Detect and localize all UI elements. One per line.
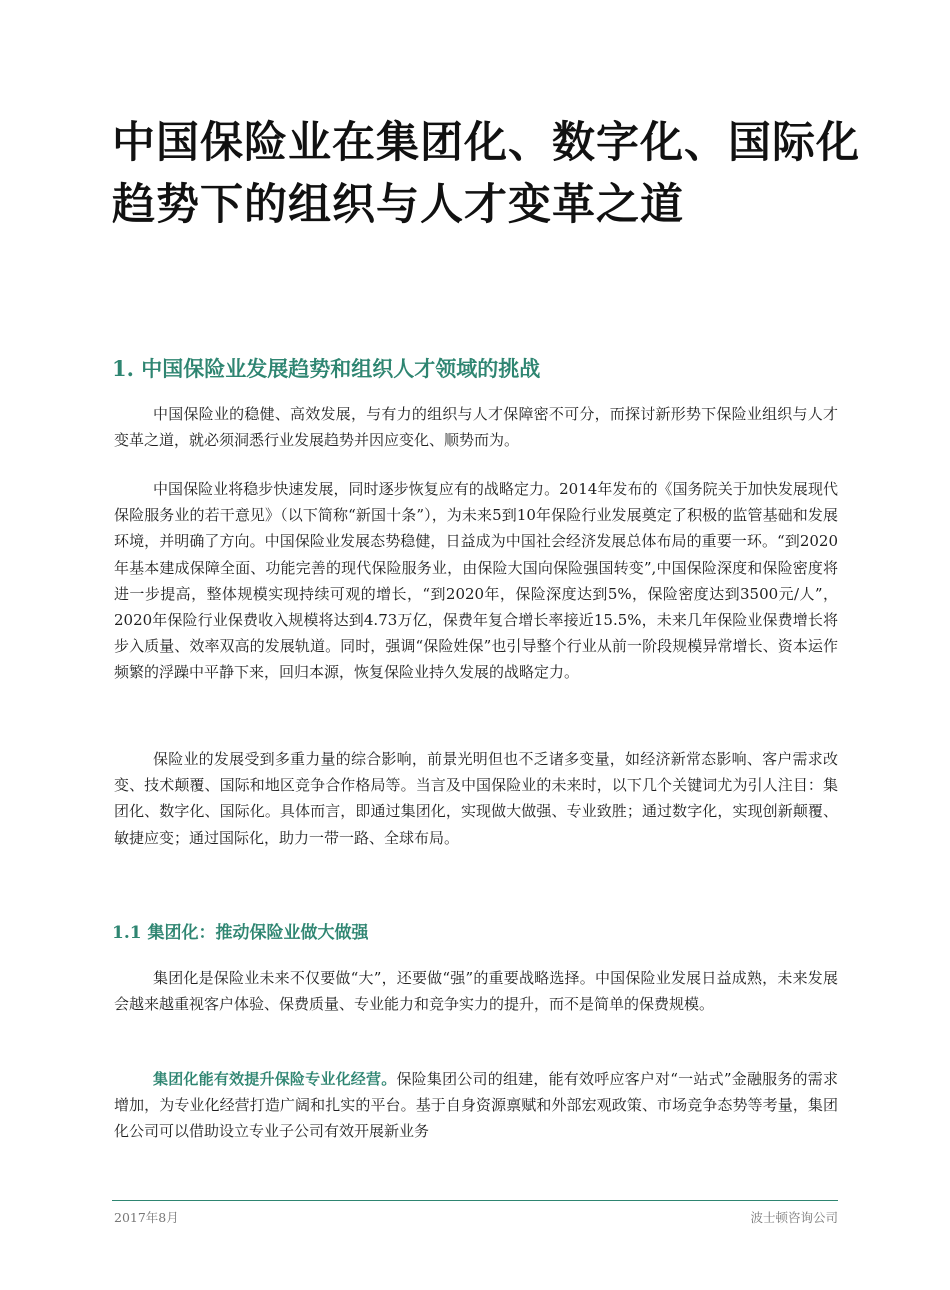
paragraph: 保险业的发展受到多重力量的综合影响，前景光明但也不乏诸多变量，如经济新常态影响、客户需求改变、技术颠覆、国际和地区竞争合作格局等。当言及中国保险业的未来时，以下几个关键词尤为引人注目：集团化、数字化、国际化。具体而言，即通过集团化，实现做大做强、专业致胜；通过数字化，实现创新颠覆、敏捷应变；通过国际化，助力一带一路、全球布局。 — [114, 750, 838, 847]
footer-divider — [112, 1200, 838, 1201]
section-heading-1-1: 1.1 集团化：推动保险业做大做强 — [112, 923, 369, 943]
footer-company: 波士顿咨询公司 — [750, 1210, 838, 1225]
paragraph-body: 保险集团公司的组建，能有效呼应客户对“一站式”金融服务的需求增加，为专业化经营打造广阔和扎实的平台。基于自身资源禀赋和外部宏观政策、市场竞争态势等考量，集团化公司可以借助设立专业子公司有效开展新业务 — [114, 1070, 838, 1141]
footer-date: 2017年8月 — [114, 1210, 179, 1225]
document-title: 中国保险业在集团化、数字化、国际化趋势下的组织与人才变革之道 — [112, 118, 860, 230]
section-heading-1: 1. 中国保险业发展趋势和组织人才领域的挑战 — [112, 356, 541, 381]
paragraph — [114, 1066, 838, 1145]
paragraph: 中国保险业的稳健、高效发展，与有力的组织与人才保障密不可分，而探讨新形势下保险业组织与人才变革之道，就必须洞悉行业发展趋势并因应变化、顺势而为。 — [114, 405, 838, 450]
paragraph: 中国保险业将稳步快速发展，同时逐步恢复应有的战略定力。2014年发布的《国务院关于加快发展现代保险服务业的若干意见》（以下简称“新国十条”），为未来5到10年保险行业发展奠定了积极的监管基础和发展环境，并明确了方向。中国保险业发展态势稳健，日益成为中国社会经济发展总体布局的重要一环。“到2020年基本建成保障全面、功能完善的现代保险服务业，由保险大国向保险强国转变”,中国保险深度和保险密度将进一步提高，整体规模实现持续可观的增长，“到2020年，保险深度达到5%，保险密度达到3500元/人”，2020年保险行业保费收入规模将达到4.73万亿，保费年复合增长率接近15.5%，未来几年保险业保费增长将步入质量、效率双高的发展轨道。同时，强调“保险姓保”也引导整个行业从前一阶段规模异常增长、资本运作频繁的浮躁中平静下来，回归本源，恢复保险业持久发展的战略定力。 — [114, 480, 838, 682]
paragraph: 集团化是保险业未来不仅要做“大”，还要做“强”的重要战略选择。中国保险业发展日益成熟，未来发展会越来越重视客户体验、保费质量、专业能力和竞争实力的提升，而不是简单的保费规模。 — [114, 969, 838, 1014]
paragraph-lead-sentence: 集团化能有效提升保险专业化经营。 — [153, 1070, 397, 1088]
